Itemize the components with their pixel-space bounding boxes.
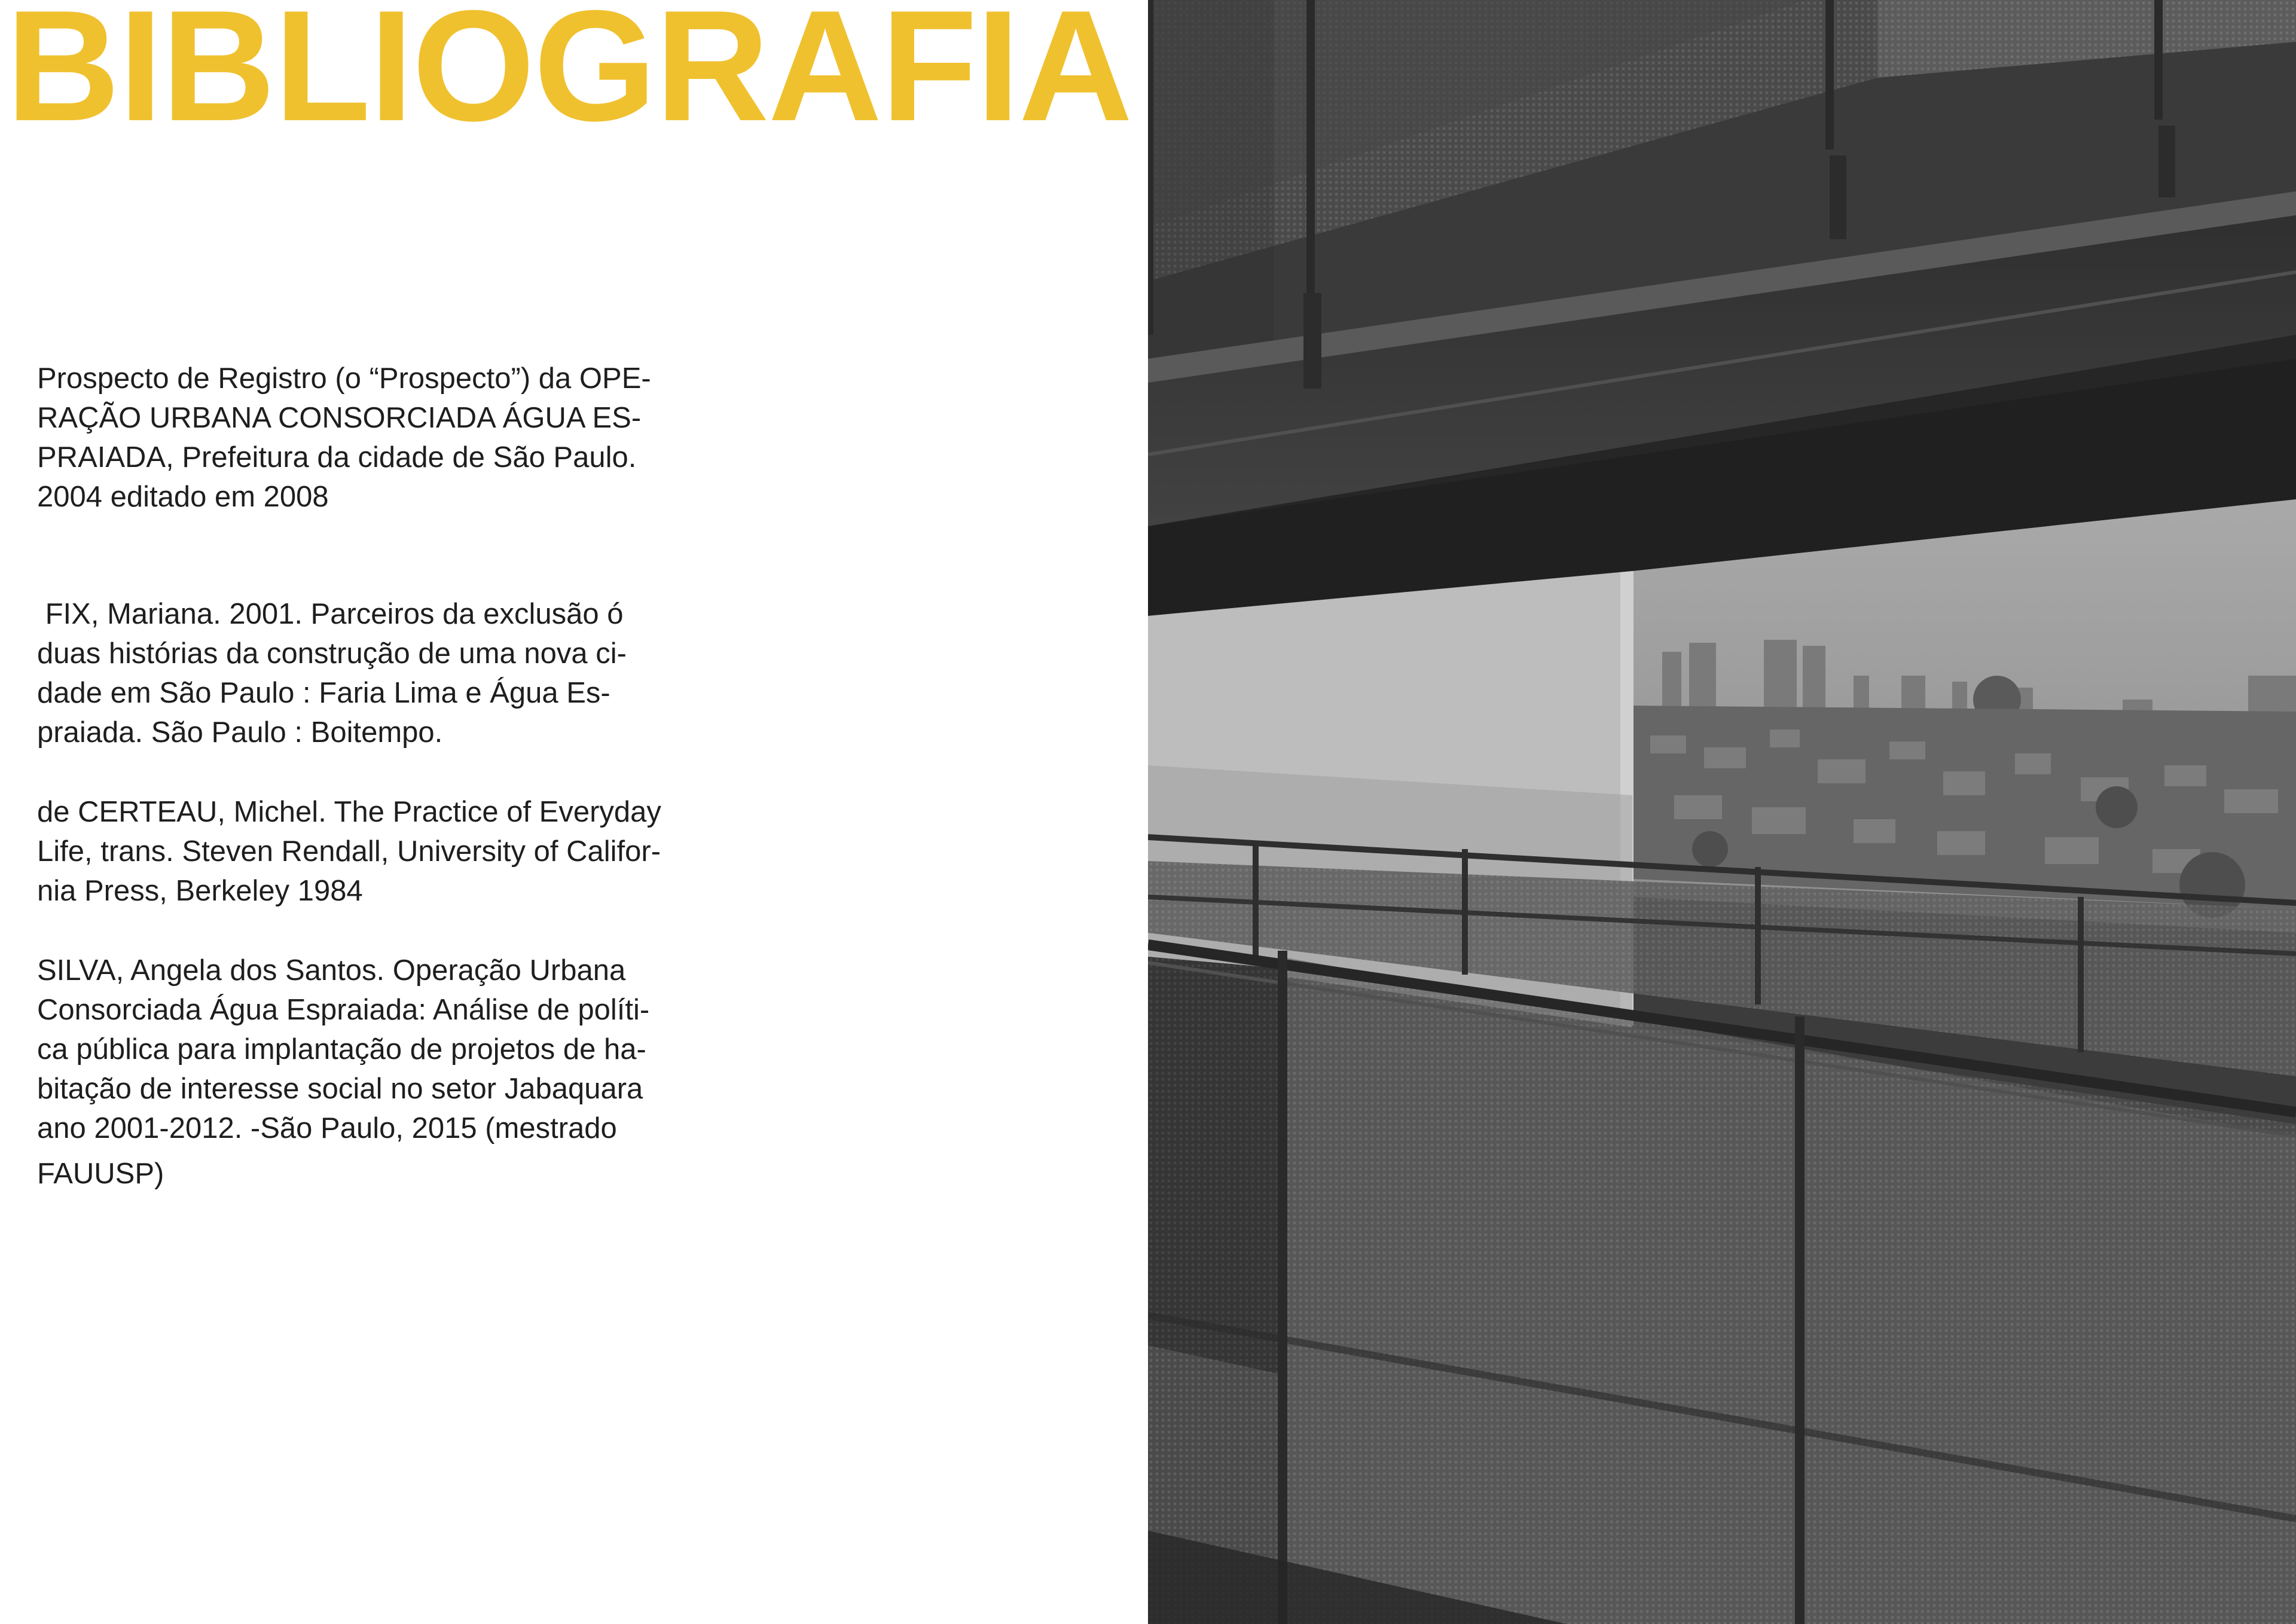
entry-line: Life, trans. Steven Rendall, University of Califor- — [37, 835, 661, 868]
spacer — [37, 517, 755, 594]
entry-line: FIX, Mariana. 2001. Parceiros da exclusão ó — [37, 598, 624, 630]
entry-line: ca pública para implantação de projetos de ha- — [37, 1033, 646, 1066]
spacer — [37, 752, 755, 792]
entry-line: de CERTEAU, Michel. The Practice of Everyday — [37, 796, 661, 828]
entry-line: ano 2001-2012. -São Paulo, 2015 (mestrado — [37, 1112, 617, 1144]
entry-line: duas histórias da construção de uma nova ci- — [37, 637, 627, 670]
spacer — [37, 911, 755, 951]
entry-line: SILVA, Angela dos Santos. Operação Urbana — [37, 954, 626, 987]
entry-line: nia Press, Berkeley 1984 — [37, 875, 363, 907]
walkway-photograph — [1148, 0, 2296, 1624]
entry-line: PRAIADA, Prefeitura da cidade de São Paulo. — [37, 441, 637, 474]
page-title: BIBLIOGRAFIA — [6, 0, 1132, 154]
entry-line: RAÇÃO URBANA CONSORCIADA ÁGUA ES- — [37, 402, 642, 434]
bibliography-list — [37, 359, 755, 1193]
bibliography-entry-fix — [37, 594, 755, 752]
entry-line: praiada. São Paulo : Boitempo. — [37, 716, 443, 749]
entry-line: FAUUSP) — [37, 1158, 164, 1190]
entry-line: 2004 editado em 2008 — [37, 481, 329, 513]
entry-line: Prospecto de Registro (o “Prospecto”) da OPE- — [37, 362, 651, 395]
entry-line: Consorciada Água Espraiada: Análise de políti- — [37, 994, 650, 1026]
entry-line: bitação de interesse social no setor Jabaquara — [37, 1073, 643, 1105]
bibliography-entry-silva — [37, 951, 755, 1193]
entry-line: dade em São Paulo : Faria Lima e Água Es- — [37, 677, 610, 709]
bibliography-entry-prospecto — [37, 359, 755, 517]
bibliography-entry-certeau — [37, 792, 755, 911]
